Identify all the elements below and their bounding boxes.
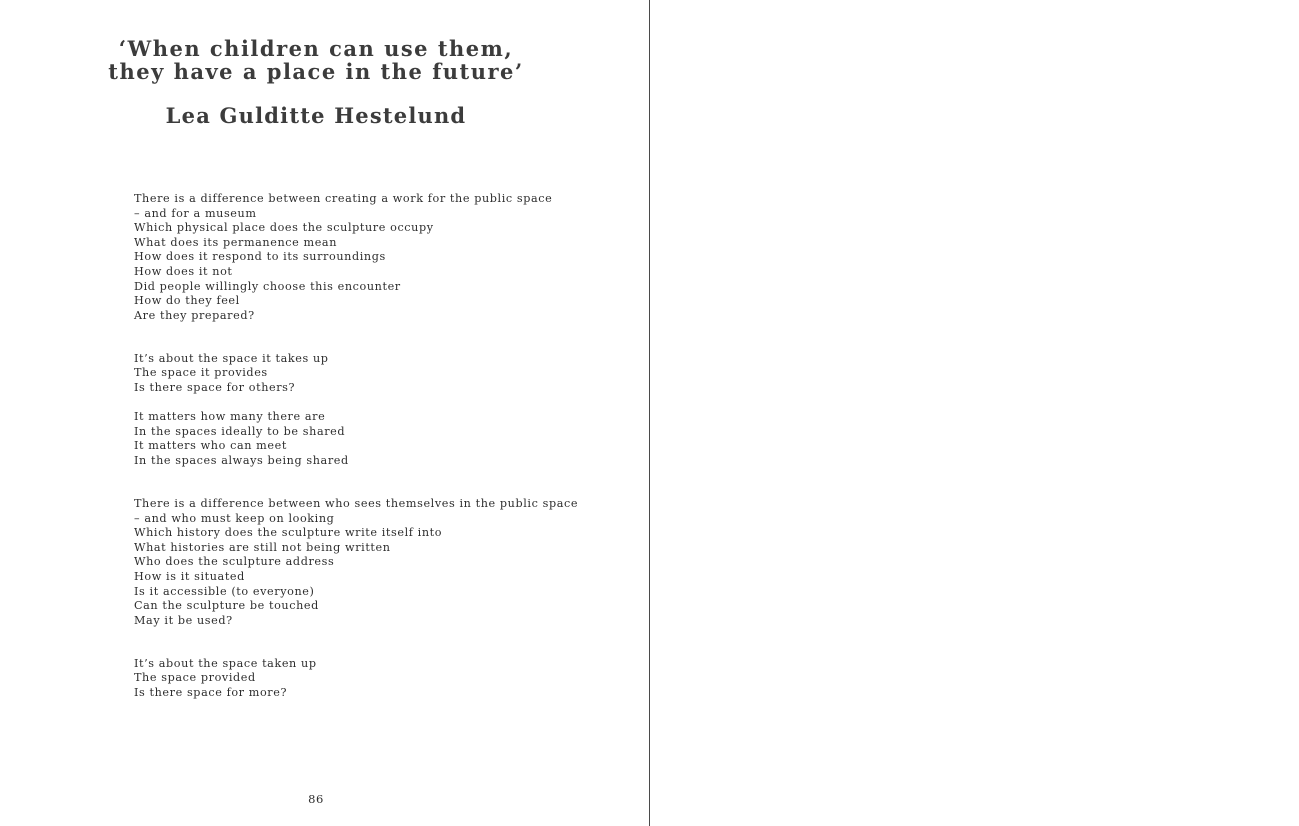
poem-line: What histories are still not being written	[134, 540, 391, 554]
poem-line: It’s about the space it takes up	[134, 351, 329, 365]
poem-line: It matters who can meet	[134, 439, 287, 453]
poem-line: Which history does the sculpture write itself into	[134, 526, 443, 540]
poem-title	[0, 37, 632, 83]
poem-line: It’s about the space taken up	[134, 656, 317, 670]
poem-line: Which physical place does the sculpture occupy	[134, 221, 434, 235]
stanza-spacer	[134, 469, 604, 498]
poem-line: How do they feel	[134, 294, 240, 308]
poem-line: How does it respond to its surroundings	[134, 250, 386, 264]
poem-line: The space provided	[134, 671, 256, 685]
stanza-spacer	[134, 396, 604, 411]
poem-line: It matters how many there are	[134, 410, 326, 424]
poem-line: Did people willingly choose this encounter	[134, 279, 401, 293]
stanza	[134, 410, 604, 468]
poem-line: Are they prepared?	[134, 308, 255, 322]
poem-line: How does it not	[134, 264, 233, 278]
poem-line: May it be used?	[134, 613, 233, 627]
poem-line: – and for a museum	[134, 206, 257, 220]
poem-line: In the spaces always being shared	[134, 453, 349, 467]
poem-line: Is there space for more?	[134, 686, 288, 700]
stanza	[134, 192, 604, 323]
poem-line: How is it situated	[134, 569, 245, 583]
poem-line: Can the sculpture be touched	[134, 599, 319, 613]
poem-line: Who does the sculpture address	[134, 555, 335, 569]
title-line: ‘When children can use them,	[118, 36, 514, 61]
stanza-spacer	[134, 628, 604, 657]
poem-line: – and who must keep on looking	[134, 511, 335, 525]
poem-line: What does its permanence mean	[134, 235, 337, 249]
page-number: 86	[308, 792, 324, 806]
stanza-spacer	[134, 323, 604, 352]
right-page	[650, 0, 1299, 826]
stanza	[134, 657, 604, 701]
left-page	[0, 0, 649, 826]
poem-body	[134, 192, 604, 701]
poem-line: Is it accessible (to everyone)	[134, 584, 315, 598]
poem-line: In the spaces ideally to be shared	[134, 424, 346, 438]
poem-line: There is a difference between creating a work for the public space	[134, 192, 553, 205]
stanza	[134, 497, 604, 628]
poem-line: The space it provides	[134, 366, 268, 380]
title-line: they have a place in the future’	[108, 59, 524, 84]
poem-line: There is a difference between who sees themselves in the public space	[134, 497, 579, 510]
poem-line: Is there space for others?	[134, 381, 296, 395]
author-name: Lea Gulditte Hestelund	[165, 103, 467, 128]
stanza	[134, 352, 604, 396]
